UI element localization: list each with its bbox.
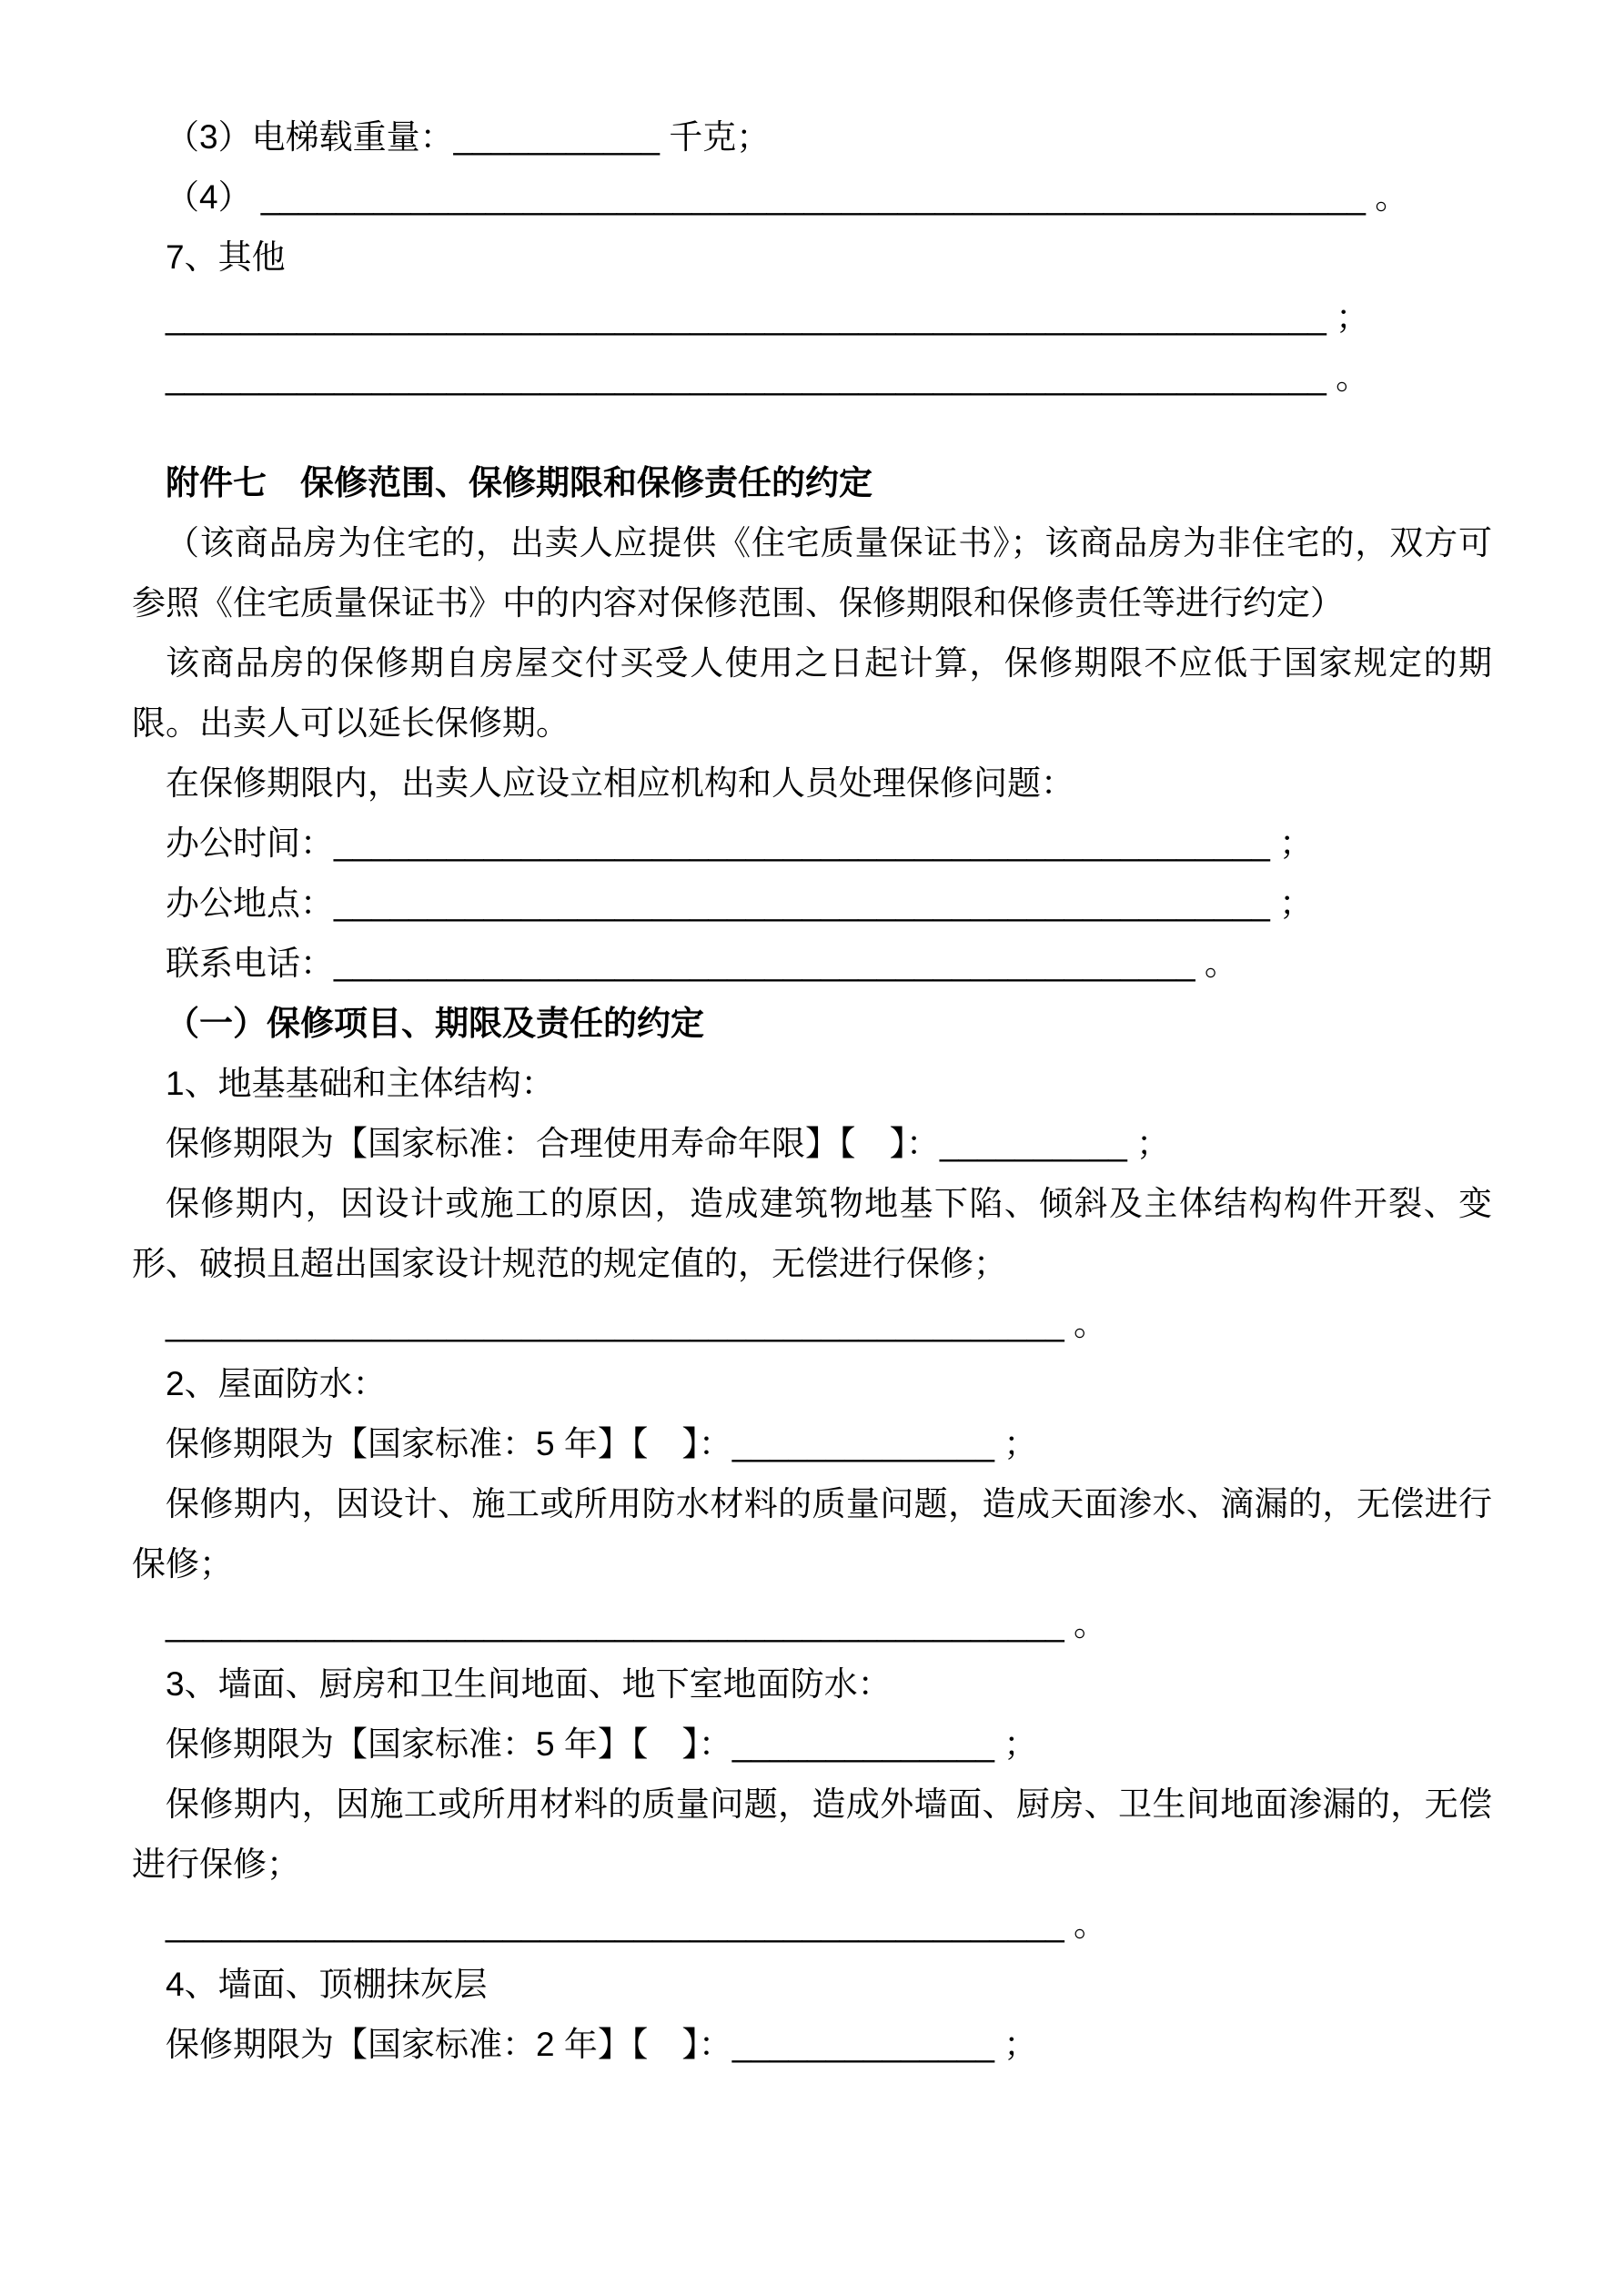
para-warranty-period-start: 该商品房的保修期自房屋交付买受人使用之日起计算，保修期限不应低于国家规定的期限。出卖人可以延长保修期。 [132,644,1492,742]
line-elevator-load-capacity: （3）电梯载重量：___________ 千克； [166,118,771,156]
item-2-warranty-period: 保修期限为【国家标准：5 年】【 】：______________ ； [166,1425,1038,1462]
item-3-blank-line: ________________________________________________ 。 [166,1906,1108,1943]
item-3-warranty-scope: 保修期内，因施工或所用材料的质量问题，造成外墙面、厨房、卫生间地面渗漏的，无偿进行保修； [132,1785,1492,1883]
item-2-blank-line: ________________________________________________ 。 [166,1605,1108,1643]
item-3-title: 3、墙面、厨房和卫生间地面、地下室地面防水： [166,1665,892,1703]
item-4-title: 4、墙面、顶棚抹灰层 [166,1966,488,2003]
item-2-title: 2、屋面防水： [166,1365,387,1402]
item-1-warranty-period: 保修期限为【国家标准：合理使用寿命年限】【 】：__________ ； [166,1125,1171,1162]
item-1-warranty-scope: 保修期内，因设计或施工的原因，造成建筑物地基下陷、倾斜及主体结构构件开裂、变形、破损且超出国家设计规范的规定值的，无偿进行保修； [132,1185,1492,1282]
item-1-title: 1、地基基础和主体结构： [166,1065,555,1102]
other-blank-line-1: ______________________________________________________________ ； [166,298,1370,336]
para-warranty-service-setup: 在保修期限内，出卖人应设立相应机构和人员处理保修问题： [166,764,1074,802]
line-other-items: 7、其他 [166,238,286,276]
item-2-warranty-scope: 保修期内，因设计、施工或所用防水材料的质量问题，造成天面渗水、滴漏的，无偿进行保修； [132,1485,1492,1583]
line-office-hours: 办公时间：__________________________________________________ ； [166,824,1314,862]
heading-attachment-7: 附件七 保修范围、保修期限和保修责任的约定 [166,464,873,501]
heading-section-one: （一）保修项目、期限及责任的约定 [166,1005,704,1042]
item-4-warranty-period: 保修期限为【国家标准：2 年】【 】：______________ ； [166,2026,1038,2063]
item-1-blank-line: ________________________________________________ 。 [166,1305,1108,1342]
item-3-warranty-period: 保修期限为【国家标准：5 年】【 】：______________ ； [166,1725,1038,1763]
line-office-address: 办公地点：__________________________________________________ ； [166,885,1314,922]
para-quality-certificate-note: （该商品房为住宅的，出卖人应提供《住宅质量保证书》；该商品房为非住宅的，双方可参照《住宅质量保证书》中的内容对保修范围、保修期限和保修责任等进行约定） [132,524,1492,622]
line-contact-phone: 联系电话：______________________________________________ 。 [166,945,1238,982]
other-blank-line-2: ______________________________________________________________ 。 [166,359,1370,396]
line-item-4-blank: （4） ___________________________________________________________ 。 [166,178,1409,216]
